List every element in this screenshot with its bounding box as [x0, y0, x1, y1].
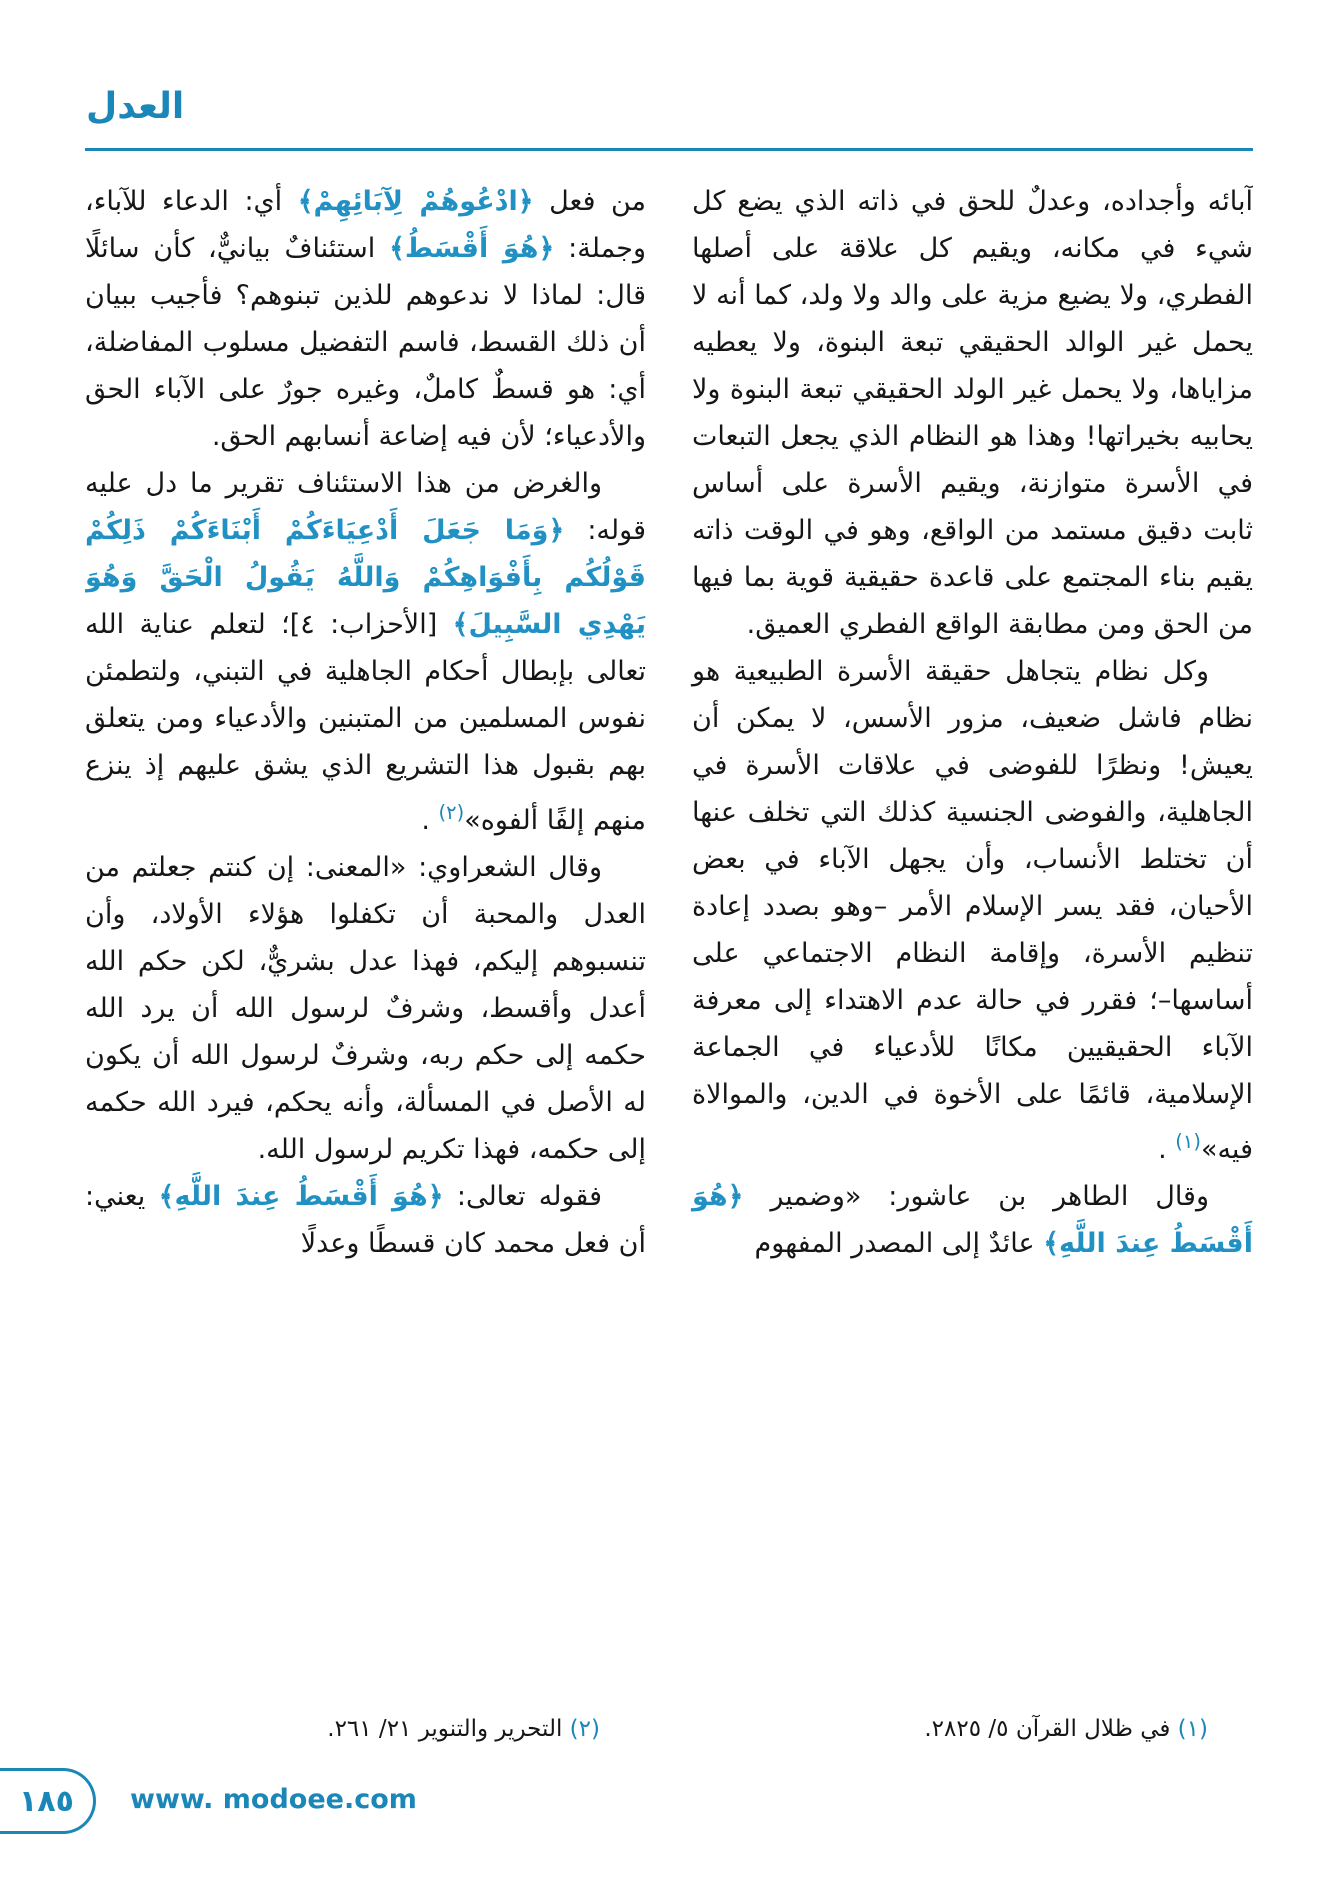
quran-verse: ﴿وَمَا جَعَلَ أَدْعِيَاءَكُمْ أَبْنَاءَكُمْ ذَلِكُمْ قَوْلُكُم بِأَفْوَاهِكُمْ وَاللَّهُ يَقُولُ الْحَقَّ وَهُوَ يَهْدِي السَّبِيلَ﴾ — [85, 515, 646, 640]
paragraph — [85, 1173, 646, 1267]
paragraph — [85, 460, 646, 844]
paragraph — [85, 844, 646, 1173]
text-run: في ظلال القرآن ٥/ ٢٨٢٥. — [924, 1716, 1171, 1742]
text-run: [الأحزاب: ٤]؛ لتعلم عناية الله تعالى بإبطال أحكام الجاهلية في التبني، ولتطمئن نفوس المسلمين من المتبنين والأدعياء ومن يتعلق بهم بقبول هذا التشريع الذي يشق عليهم إذ ينزع منهم إلفًا ألفوه» — [85, 609, 646, 836]
text-run: وقال الطاهر بن عاشور: «وضمير — [743, 1181, 1209, 1212]
footnote-number: (١) — [1170, 1716, 1208, 1742]
quran-verse: ﴿هُوَ أَقْسَطُ﴾ — [389, 233, 555, 264]
text-run: وكل نظام يتجاهل حقيقة الأسرة الطبيعية هو نظام فاشل ضعيف، مزور الأسس، لا يمكن أن يعيش! ونظرًا للفوضى في علاقات الأسرة في الجاهلية، والفوضى الجنسية كذلك التي تخلف عنها أن تختلط الأنساب، وأن يجهل الآباء في بعض الأحيان، فقد يسر الإسلام الأمر –وهو بصدد إعادة تنظيم الأسرة، وإقامة النظام الاجتماعي على أساسها–؛ فقرر في حالة عدم الاهتداء إلى معرفة الآباء الحقيقيين مكانًا للأدعياء في الجماعة الإسلامية، قائمًا على الأخوة في الدين، والموالاة فيه» — [692, 656, 1253, 1165]
column-left — [85, 178, 646, 1694]
paragraph — [692, 648, 1253, 1173]
footnote-2 — [86, 1712, 646, 1746]
chapter-title: العدل — [86, 86, 185, 127]
page-number: ١٨٥ — [19, 1783, 74, 1819]
quran-verse: ﴿ادْعُوهُمْ لِآبَائِهِمْ﴾ — [297, 186, 534, 217]
text-run: فقوله تعالى: — [443, 1181, 602, 1212]
page-number-badge — [0, 1768, 96, 1834]
footnote-marker: (١) — [1175, 1130, 1201, 1153]
text-run: من فعل — [533, 186, 647, 217]
paragraph — [85, 178, 646, 460]
text-columns — [85, 178, 1253, 1694]
footnote-1 — [694, 1712, 1254, 1746]
text-run: . — [421, 805, 439, 836]
text-run: . — [1158, 1134, 1176, 1165]
text-run: استئنافٌ بيانيٌّ، كأن سائلًا قال: لماذا لا ندعوهم للذين تبنوهم؟ فأجيب ببيان أن ذلك القسط، فاسم التفضيل مسلوب المفاضلة، أي: هو قسطٌ كاملٌ، وغيره جورٌ على الآباء الحق والأدعياء؛ لأن فيه إضاعة أنسابهم الحق. — [85, 233, 646, 452]
text-run: أي: الدعاء للآباء، وجملة: — [85, 186, 646, 264]
text-run: والغرض من هذا الاستئناف تقرير ما دل عليه قوله: — [85, 468, 646, 546]
paragraph — [692, 178, 1253, 648]
header-divider — [85, 148, 1253, 151]
website-url: www. modoee.com — [130, 1784, 417, 1815]
text-run: آبائه وأجداده، وعدلٌ للحق في ذاته الذي يضع كل شيء في مكانه، ويقيم كل علاقة على أصلها الفطري، ولا يضيع مزية على والد ولا ولد، كما أنه لا يحمل غير الوالد الحقيقي تبعة البنوة، ولا يعطيه مزاياها، ولا يحمل غير الولد الحقيقي تبعة البنوة ولا يحابيه بخيراتها! وهذا هو النظام الذي يجعل التبعات في الأسرة متوازنة، ويقيم الأسرة على أساس ثابت دقيق مستمد من الواقع، وهو في الوقت ذاته يقيم بناء المجتمع على قاعدة حقيقية قوية بما فيها من الحق ومن مطابقة الواقع الفطري العميق. — [692, 186, 1253, 640]
text-run: التحرير والتنوير ٢١/ ٢٦١. — [327, 1716, 563, 1742]
quran-verse: ﴿هُوَ أَقْسَطُ عِندَ اللَّهِ﴾ — [158, 1181, 444, 1212]
footnote-number: (٢) — [562, 1716, 600, 1742]
footnote-marker: (٢) — [438, 801, 465, 824]
text-run: عائدٌ إلى المصدر المفهوم — [754, 1228, 1044, 1259]
quran-verse: ﴿هُوَ أَقْسَطُ عِندَ اللَّهِ﴾ — [692, 1181, 1253, 1259]
column-right — [692, 178, 1253, 1694]
paragraph — [692, 1173, 1253, 1267]
text-run: وقال الشعراوي: «المعنى: إن كنتم جعلتم من العدل والمحبة أن تكفلوا هؤلاء الأولاد، وأن تنسبوهم إليكم، فهذا عدل بشريٌّ، لكن حكم الله أعدل وأقسط، وشرفٌ لرسول الله أن يرد الله حكمه إلى حكم ربه، وشرفٌ لرسول الله أن يكون له الأصل في المسألة، وأنه يحكم، فيرد الله حكمه إلى حكمه، فهذا تكريم لرسول الله. — [85, 852, 646, 1165]
text-run: يعني: أن فعل محمد كان قسطًا وعدلًا — [85, 1181, 646, 1259]
